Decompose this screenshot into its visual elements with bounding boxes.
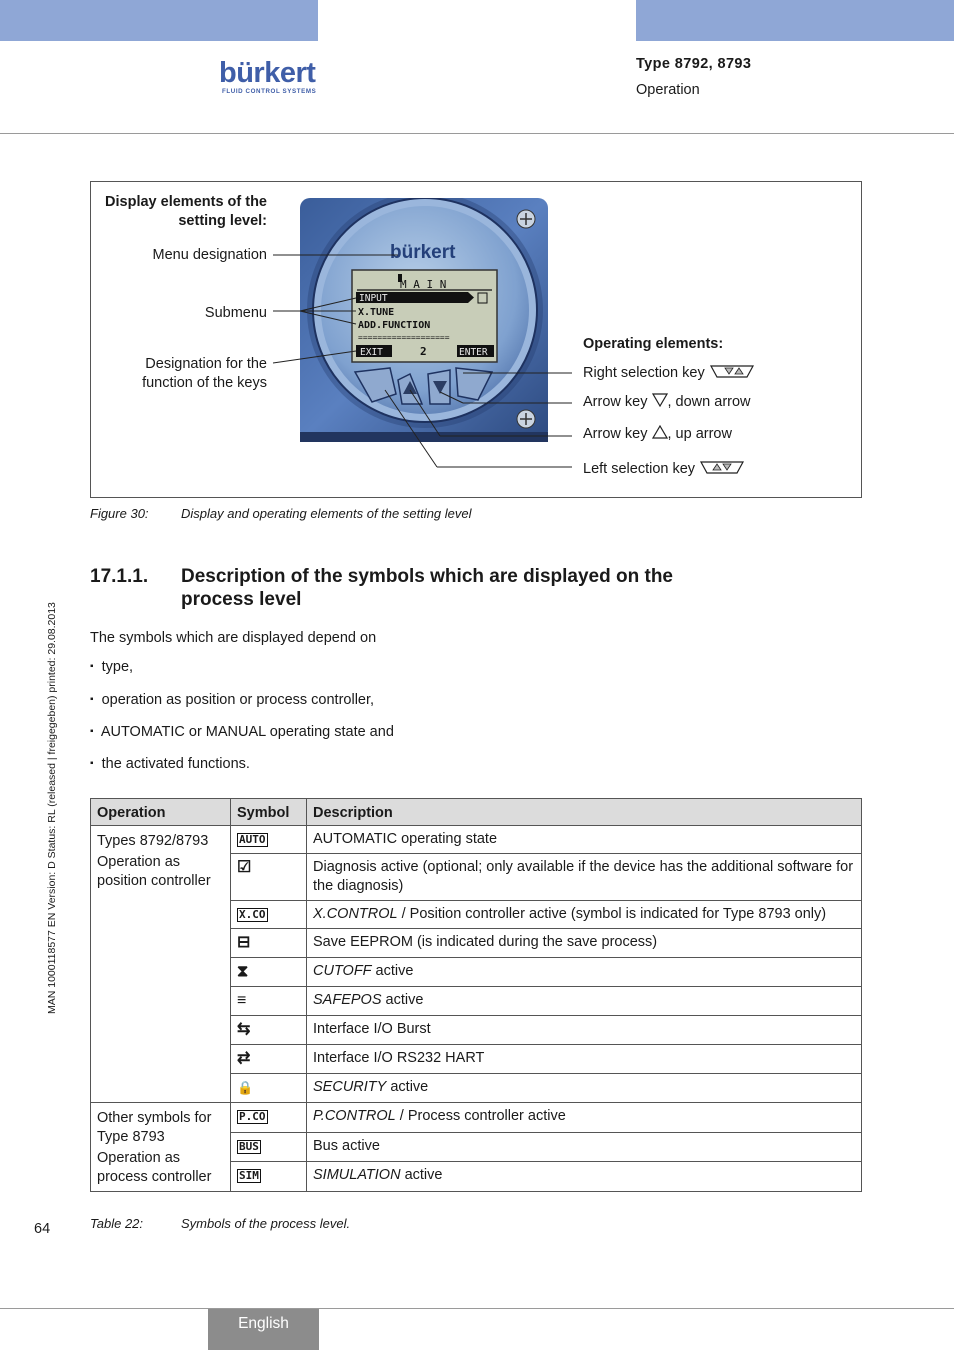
screen-item-input: INPUT: [359, 293, 388, 304]
diagnosis-checkbox-icon: ☑: [237, 859, 252, 876]
description-cell: Interface I/O RS232 HART: [307, 1045, 862, 1074]
section-title-line2: process level: [181, 589, 302, 610]
figure-caption-text: Display and operating elements of the setting level: [181, 506, 472, 521]
description-cell: P.CONTROL / Process controller active: [307, 1103, 862, 1133]
symbol-cell: [231, 929, 307, 958]
table-caption-text: Symbols of the process level.: [181, 1216, 351, 1231]
simulation-icon: SIM: [239, 1169, 259, 1183]
symbols-table: [90, 798, 862, 1192]
up-arrow-icon: [652, 426, 668, 442]
footer-divider: [0, 1308, 954, 1309]
right-selection-key-icon: [709, 365, 755, 381]
section-title-line1: Description of the symbols which are displayed on the: [181, 566, 673, 587]
screen-menu-title: M A I N: [400, 278, 447, 291]
description-cell: X.CONTROL / Position controller active (symbol is indicated for Type 8793 only): [307, 901, 862, 929]
document-id-sidebar: MAN 1000118577 EN Version: D Status: RL (released | freigegeben) printed: 29.08.2013: [46, 602, 58, 1014]
symbol-cell: [231, 1103, 307, 1133]
symbol-cell: [231, 901, 307, 929]
screen-separator: ===================: [358, 333, 450, 342]
cutoff-icon: ⧗: [237, 963, 249, 980]
operation-group-title: Other symbols for Type 8793: [97, 1110, 212, 1145]
screen-item-xtune: X.TUNE: [358, 307, 395, 318]
description-cell: Save EEPROM (is indicated during the save process): [307, 929, 862, 958]
description-cell: SECURITY active: [307, 1074, 862, 1103]
symbol-cell: [231, 826, 307, 854]
label-arrow-down: Arrow key , down arrow: [583, 394, 751, 410]
bullet-item: ▪ operation as position or process controller,: [90, 692, 375, 708]
symbol-cell: [231, 958, 307, 987]
table-row: [91, 826, 862, 854]
figure-leader-lines: [270, 240, 580, 472]
section-number: 17.1.1.: [90, 566, 149, 587]
screen-item-addfunction: ADD.FUNCTION: [358, 320, 431, 331]
screen-center-value: 2: [420, 345, 427, 358]
bus-icon: BUS: [239, 1139, 259, 1153]
operation-group-title: Types 8792/8793: [97, 833, 209, 849]
operation-group-process: [91, 1103, 231, 1192]
table-caption-number: Table 22:: [90, 1216, 144, 1231]
figure-right-title: Operating elements:: [583, 336, 724, 352]
description-cell: Interface I/O Burst: [307, 1016, 862, 1045]
description-cell: SIMULATION active: [307, 1162, 862, 1192]
save-eeprom-icon: ⊟: [237, 934, 251, 951]
figure-caption-number: Figure 30:: [90, 506, 149, 521]
symbol-cell: [231, 1016, 307, 1045]
symbol-cell: [231, 987, 307, 1016]
page-number: 64: [34, 1221, 51, 1237]
description-cell: AUTOMATIC operating state: [307, 826, 862, 854]
header-symbol: Symbol: [231, 799, 307, 826]
header-operation: Operation: [91, 799, 231, 826]
device-logo: bürkert: [390, 242, 456, 263]
document-section: Operation: [636, 82, 700, 98]
description-cell: CUTOFF active: [307, 958, 862, 987]
description-cell: Diagnosis active (optional; only available if the device has the additional software for the diagnosis): [307, 854, 862, 901]
p-control-icon: P.CO: [239, 1110, 266, 1123]
operation-group-mode: Operation as position controller: [97, 854, 211, 889]
label-submenu: Submenu: [204, 305, 267, 321]
left-selection-key-icon: [699, 461, 745, 477]
document-type: Type 8792, 8793: [636, 56, 752, 72]
bullet-item: ▪ the activated functions.: [90, 756, 250, 772]
symbol-cell: [231, 1074, 307, 1103]
safepos-icon: ≡: [237, 992, 247, 1009]
language-tab: English: [208, 1309, 319, 1350]
auto-icon: AUTO: [239, 833, 266, 846]
down-arrow-icon: [652, 394, 668, 410]
symbol-cell: [231, 1162, 307, 1192]
company-logo-tagline: FLUID CONTROL SYSTEMS: [222, 88, 317, 95]
description-cell: SAFEPOS active: [307, 987, 862, 1016]
screen-enter-label: ENTER: [459, 347, 488, 358]
description-cell: Bus active: [307, 1132, 862, 1162]
x-control-icon: X.CO: [239, 908, 266, 921]
label-arrow-up: Arrow key , up arrow: [583, 426, 732, 442]
symbol-cell: [231, 1132, 307, 1162]
company-logo: bürkert: [219, 57, 316, 89]
section-heading: [90, 565, 850, 611]
header-band-left: [0, 0, 318, 41]
label-left-selection-key: Left selection key: [583, 459, 745, 479]
header-band-right: [636, 0, 954, 41]
rs232-hart-interface-icon: ⇄: [237, 1050, 251, 1067]
operation-group-position: [91, 826, 231, 1103]
operation-group-mode: Operation as process controller: [97, 1150, 212, 1185]
header-divider: [0, 133, 954, 134]
lock-icon: 🔒: [237, 1080, 254, 1095]
symbol-cell: [231, 1045, 307, 1074]
label-key-function: Designation for the function of the keys: [142, 356, 267, 391]
screen-exit-label: EXIT: [360, 347, 383, 358]
table-row: [91, 1103, 862, 1133]
bullet-item: ▪ type,: [90, 659, 134, 675]
table-header-row: [91, 799, 862, 826]
header-description: Description: [307, 799, 862, 826]
intro-text: The symbols which are displayed depend on: [90, 630, 377, 646]
label-right-selection-key: Right selection key: [583, 363, 755, 383]
bullet-item: ▪ AUTOMATIC or MANUAL operating state and: [90, 724, 394, 740]
symbol-cell: [231, 854, 307, 901]
figure-left-title: Display elements of the setting level:: [105, 194, 267, 229]
burst-interface-icon: ⇆: [237, 1021, 251, 1038]
label-menu-designation: Menu designation: [152, 247, 267, 263]
